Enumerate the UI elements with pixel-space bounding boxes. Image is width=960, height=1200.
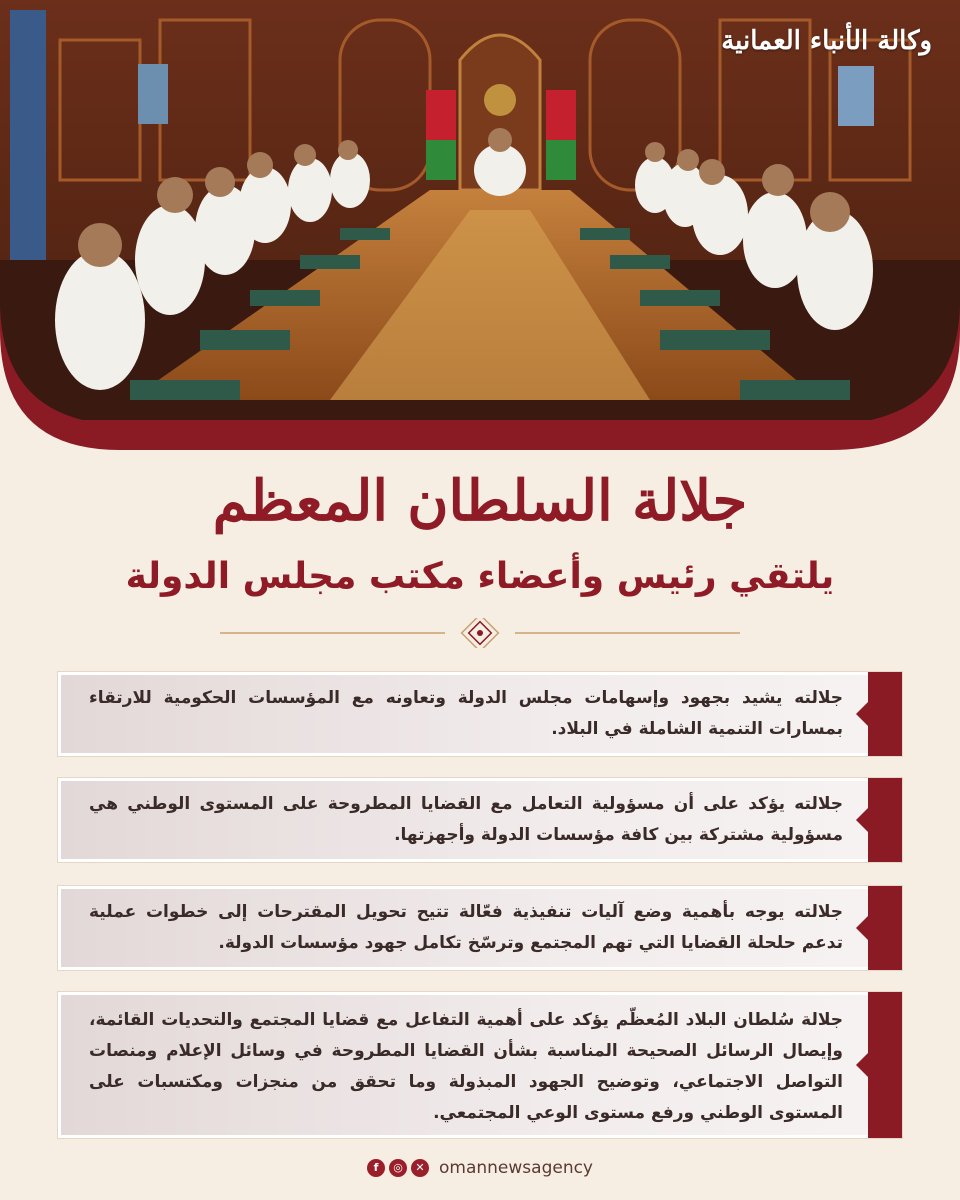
page-title: جلالة السلطان المعظم — [212, 468, 748, 534]
instagram-icon[interactable]: ◎ — [389, 1159, 407, 1177]
page-subtitle: يلتقي رئيس وأعضاء مكتب مجلس الدولة — [125, 556, 835, 597]
news-point-text: جلالته يؤكد على أن مسؤولية التعامل مع القضايا المطروحة على المستوى الوطني هي مسؤولية مشتركة بين كافة مؤسسات الدولة وأجهزتها. — [89, 794, 843, 845]
meeting-photo-illustration — [0, 0, 960, 450]
meeting-photo — [0, 0, 960, 450]
card-marker — [868, 778, 902, 862]
x-icon[interactable]: ✕ — [411, 1159, 429, 1177]
news-point-card — [58, 672, 902, 756]
social-footer — [0, 1158, 960, 1178]
card-marker — [868, 992, 902, 1138]
social-handle[interactable]: omannewsagency — [439, 1158, 593, 1178]
news-point-card — [58, 886, 902, 970]
card-marker — [868, 886, 902, 970]
news-point-card — [58, 778, 902, 862]
news-point-text: جلالته يوجه بأهمية وضع آليات تنفيذية فعّالة تتيح تحويل المقترحات إلى خطوات عملية تدعم حلحلة القضايا التي تهم المجتمع وترسّخ تكامل جهود مؤسسات الدولة. — [89, 902, 843, 953]
divider-ornament — [220, 618, 740, 648]
news-point-text: جلالة سُلطان البلاد المُعظّم يؤكد على أهمية التفاعل مع قضايا المجتمع والتحديات القائمة، وإيصال الرسائل الصحيحة المناسبة بشأن القضايا المطروحة في وسائل الإعلام ومنصات التواصل الاجتماعي، وتوضيح الجهود المبذولة وما تحقق من منجزات ومكتسبات على المستوى الوطني ورفع مستوى الوعي المجتمعي. — [89, 1010, 843, 1123]
news-point-card — [58, 992, 902, 1138]
card-marker — [868, 672, 902, 756]
agency-logo: وكالة الأنباء العمانية — [721, 26, 932, 56]
news-point-text: جلالته يشيد بجهود وإسهامات مجلس الدولة وتعاونه مع المؤسسات الحكومية للارتقاء بمسارات التنمية الشاملة في البلاد. — [89, 688, 843, 739]
facebook-icon[interactable]: f — [367, 1159, 385, 1177]
